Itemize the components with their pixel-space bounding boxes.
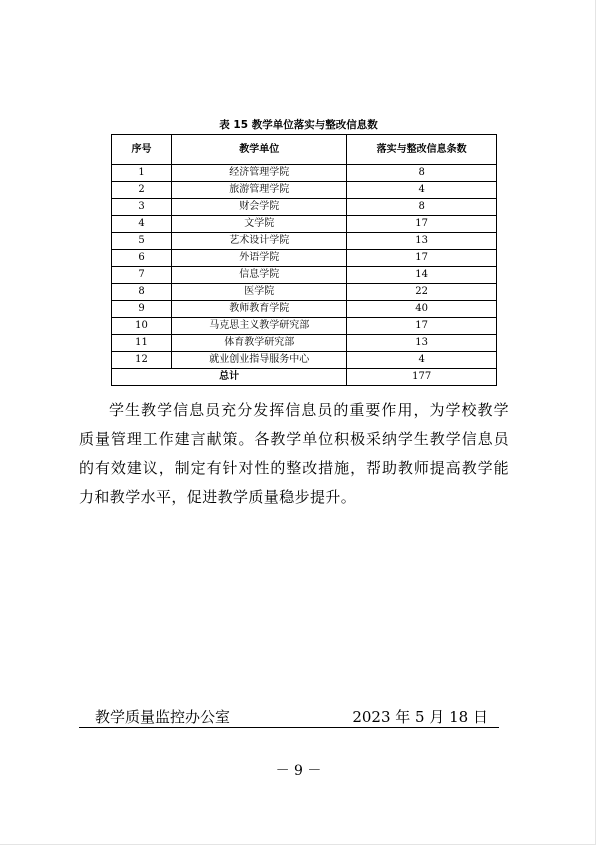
table-row — [112, 216, 497, 233]
total-label: 总计 — [112, 369, 347, 386]
row-feedback-count: 4 — [347, 352, 497, 369]
row-feedback-count: 17 — [347, 216, 497, 233]
table-caption: 表 15 教学单位落实与整改信息数 — [219, 119, 378, 131]
total-value: 177 — [347, 369, 497, 386]
header-serial-number: 序号 — [112, 135, 172, 165]
table-row — [112, 267, 497, 284]
table-row — [112, 199, 497, 216]
row-feedback-count: 40 — [347, 301, 497, 318]
row-feedback-count: 22 — [347, 284, 497, 301]
row-serial-number: 11 — [112, 335, 172, 352]
row-teaching-unit: 外语学院 — [172, 250, 347, 267]
feedback-table — [111, 134, 497, 386]
row-feedback-count: 17 — [347, 318, 497, 335]
page-number: － 9 － — [275, 763, 322, 779]
table-row — [112, 165, 497, 182]
row-teaching-unit: 教师教育学院 — [172, 301, 347, 318]
header-feedback-count: 落实与整改信息条数 — [347, 135, 497, 165]
table-row — [112, 233, 497, 250]
row-serial-number: 7 — [112, 267, 172, 284]
table-header-row — [112, 135, 497, 165]
footer-divider — [79, 727, 499, 728]
row-feedback-count: 8 — [347, 165, 497, 182]
row-serial-number: 8 — [112, 284, 172, 301]
table-row — [112, 284, 497, 301]
row-teaching-unit: 体育教学研究部 — [172, 335, 347, 352]
table-row — [112, 250, 497, 267]
row-teaching-unit: 旅游管理学院 — [172, 182, 347, 199]
office-signature: 教学质量监控办公室 — [95, 708, 231, 726]
row-serial-number: 9 — [112, 301, 172, 318]
table-row — [112, 318, 497, 335]
row-serial-number: 6 — [112, 250, 172, 267]
row-feedback-count: 8 — [347, 199, 497, 216]
row-teaching-unit: 医学院 — [172, 284, 347, 301]
row-serial-number: 4 — [112, 216, 172, 233]
row-teaching-unit: 马克思主义教学研究部 — [172, 318, 347, 335]
row-teaching-unit: 财会学院 — [172, 199, 347, 216]
row-serial-number: 3 — [112, 199, 172, 216]
table-row — [112, 301, 497, 318]
row-feedback-count: 13 — [347, 335, 497, 352]
signature-date: 2023 年 5 月 18 日 — [352, 708, 488, 726]
row-teaching-unit: 经济管理学院 — [172, 165, 347, 182]
table-row — [112, 182, 497, 199]
table-row — [112, 352, 497, 369]
row-feedback-count: 13 — [347, 233, 497, 250]
row-teaching-unit: 信息学院 — [172, 267, 347, 284]
table-body — [112, 165, 497, 369]
row-teaching-unit: 艺术设计学院 — [172, 233, 347, 250]
row-teaching-unit: 文学院 — [172, 216, 347, 233]
row-feedback-count: 14 — [347, 267, 497, 284]
table-total-row — [112, 369, 497, 386]
row-feedback-count: 17 — [347, 250, 497, 267]
header-teaching-unit: 教学单位 — [172, 135, 347, 165]
row-serial-number: 1 — [112, 165, 172, 182]
row-serial-number: 12 — [112, 352, 172, 369]
row-serial-number: 5 — [112, 233, 172, 250]
row-serial-number: 2 — [112, 182, 172, 199]
body-paragraph: 学生教学信息员充分发挥信息员的重要作用，为学校教学质量管理工作建言献策。各教学单位积极采纳学生教学信息员的有效建议，制定有针对性的整改措施，帮助教师提高教学能力和教学水平，促进教学质量稳步提升。 — [79, 401, 509, 506]
table-row — [112, 335, 497, 352]
row-feedback-count: 4 — [347, 182, 497, 199]
row-teaching-unit: 就业创业指导服务中心 — [172, 352, 347, 369]
row-serial-number: 10 — [112, 318, 172, 335]
